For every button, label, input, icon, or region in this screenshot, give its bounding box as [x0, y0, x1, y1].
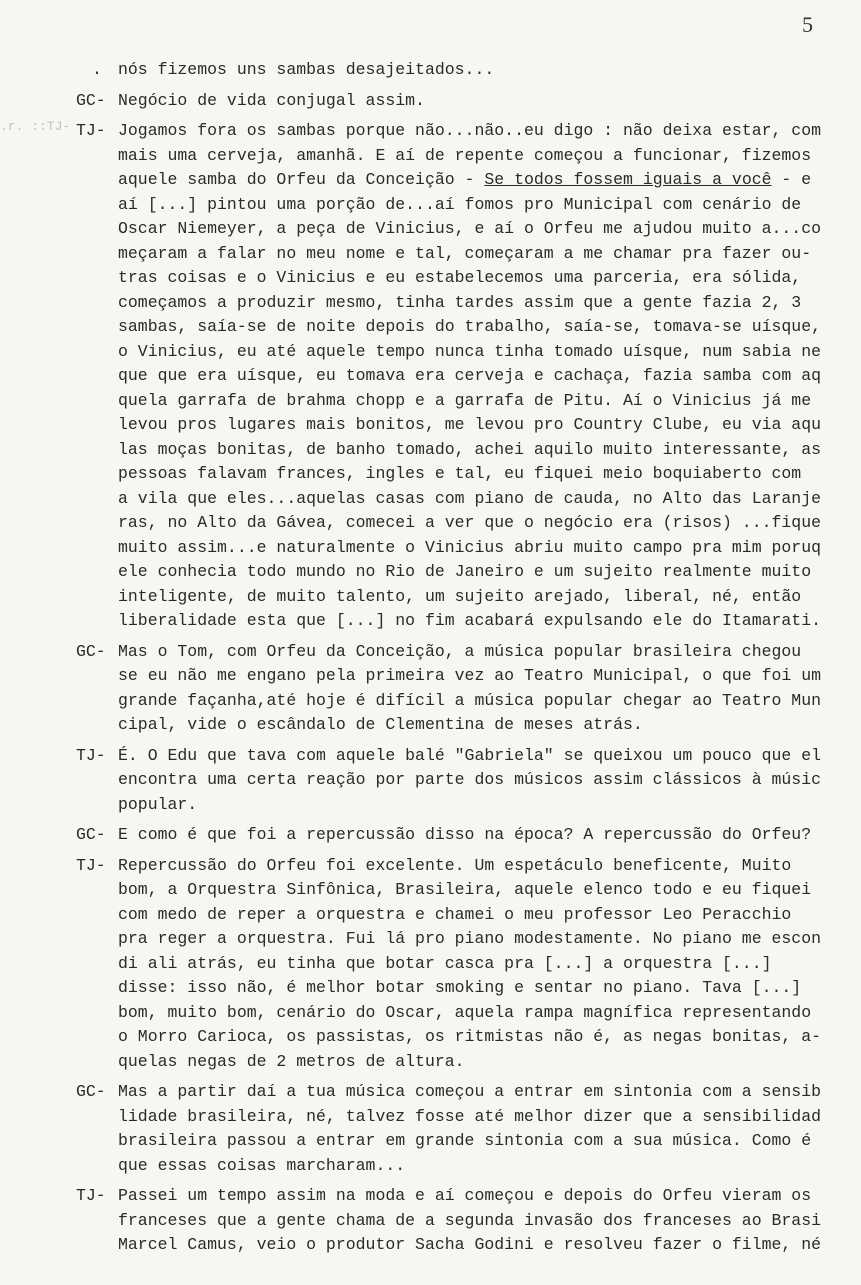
transcript-line: começamos a produzir mesmo, tinha tardes assim que a gente fazia 2, 3	[118, 292, 802, 312]
transcript-line: Marcel Camus, veio o produtor Sacha Godini e resolveu fazer o filme, né	[118, 1235, 822, 1254]
transcript-line: bom, a Orquestra Sinfônica, Brasileira, aquele elenco todo e eu fiquei	[118, 880, 812, 899]
transcript-line: las moças bonitas, de banho tomado, achei aquilo muito interessante, as	[118, 439, 822, 459]
transcript-line	[118, 168, 858, 193]
transcript-line: franceses que a gente chama de a segunda invasão dos franceses ao Brasi	[118, 1210, 822, 1230]
transcript-line: É. O Edu que tava com aquele balé "Gabriela" se queixou um pouco que el	[118, 745, 822, 765]
transcript-line: encontra uma certa reação por parte dos músicos assim clássicos à músic	[118, 770, 822, 789]
transcript-line: cipal, vide o escândalo de Clementina de meses atrás.	[118, 715, 643, 734]
dialogue-block	[0, 1080, 861, 1178]
transcript-body	[0, 58, 861, 1264]
song-title-underlined: Se todos fossem iguais a você	[484, 170, 772, 189]
transcript-line: Mas o Tom, com Orfeu da Conceição, a música popular brasileira chegou	[118, 641, 802, 661]
transcript-line: que essas coisas marcharam...	[118, 1155, 406, 1175]
dialogue-block	[0, 744, 861, 818]
dialogue-block	[0, 89, 861, 114]
transcript-line: brasileira passou a entrar em grande sintonia com a sua música. Como é	[118, 1131, 812, 1150]
transcript-line: que que era uísque, eu tomava era cerveja e cachaça, fazia samba com aq	[118, 366, 822, 385]
line-text: - e	[771, 170, 812, 189]
dialogue-block	[0, 119, 861, 634]
transcript-line: nós fizemos uns sambas desajeitados...	[118, 60, 495, 79]
dialogue-block	[0, 1184, 861, 1258]
dialogue-block	[0, 823, 861, 848]
speaker-label: TJ-	[76, 745, 106, 765]
transcript-line: pra reger a orquestra. Fui lá pro piano modestamente. No piano me escon	[118, 929, 822, 948]
transcript-line: tras coisas e o Vinicius e eu estabelecemos uma parceria, era sólida,	[118, 268, 802, 287]
speaker-label: .	[92, 60, 102, 79]
dialogue-block	[0, 58, 861, 83]
transcript-line: popular.	[118, 794, 198, 814]
transcript-line: Repercussão do Orfeu foi excelente. Um espetáculo beneficente, Muito	[118, 855, 792, 875]
transcript-line: se eu não me engano pela primeira vez ao Teatro Municipal, o que foi um	[118, 666, 822, 685]
line-text: aquele samba do Orfeu da Conceição -	[118, 170, 485, 189]
dialogue-block	[0, 854, 861, 1075]
speaker-label: TJ-	[76, 855, 106, 875]
transcript-line: ele conhecia todo mundo no Rio de Janeiro e um sujeito realmente muito	[118, 562, 812, 581]
transcript-line: meçaram a falar no meu nome e tal, começaram a me chamar pra fazer ou-	[118, 243, 812, 263]
transcript-line: mais uma cerveja, amanhã. E aí de repente começou a funcionar, fizemos	[118, 145, 812, 165]
transcript-line: quela garrafa de brahma chopp e a garrafa de Pitu. Aí o Vinicius já me	[118, 390, 812, 410]
speaker-label: TJ-	[76, 121, 106, 140]
dialogue-block	[0, 640, 861, 738]
transcript-line: inteligente, de muito talento, um sujeito arejado, liberal, né, então	[118, 586, 802, 606]
speaker-label: GC-	[76, 1082, 106, 1101]
speaker-label: TJ-	[76, 1186, 106, 1205]
transcript-line: com medo de reper a orquestra e chamei o meu professor Leo Peracchio	[118, 904, 792, 924]
speaker-label: GC-	[76, 825, 106, 844]
transcript-line: Mas a partir daí a tua música começou a entrar em sintonia com a sensib	[118, 1082, 822, 1101]
transcript-line: E como é que foi a repercussão disso na época? A repercussão do Orfeu?	[118, 825, 812, 844]
transcript-line: di ali atrás, eu tinha que botar casca pra [...] a orquestra [...]	[118, 953, 772, 973]
transcript-line: o Vinicius, eu até aquele tempo nunca tinha tomado uísque, num sabia ne	[118, 341, 822, 361]
transcript-line: bom, muito bom, cenário do Oscar, aquela rampa magnífica representando	[118, 1002, 812, 1022]
transcript-line: sambas, saía-se de noite depois do trabalho, saía-se, tomava-se uísque,	[118, 317, 822, 336]
transcript-line: o Morro Carioca, os passistas, os ritmistas não é, as negas bonitas, a-	[118, 1027, 822, 1046]
transcript-line: lidade brasileira, né, talvez fosse até melhor dizer que a sensibilidad	[118, 1106, 822, 1126]
transcript-line: Passei um tempo assim na moda e aí começou e depois do Orfeu vieram os	[118, 1186, 812, 1205]
speaker-label: GC-	[76, 641, 106, 661]
transcript-line: ras, no Alto da Gávea, comecei a ver que o negócio era (risos) ...fique	[118, 513, 822, 532]
transcript-line: aí [...] pintou uma porção de...aí fomos pro Municipal com cenário de	[118, 194, 802, 214]
transcript-line: pessoas falavam frances, ingles e tal, eu fiquei meio boquiaberto com	[118, 464, 802, 483]
transcript-line: muito assim...e naturalmente o Vinicius abriu muito campo pra mim poruq	[118, 537, 822, 557]
speaker-label: GC-	[76, 90, 106, 110]
transcript-line: levou pros lugares mais bonitos, me levou pro Country Clube, eu via aqu	[118, 415, 822, 434]
transcript-line: liberalidade esta que [...] no fim acabará expulsando ele do Itamarati.	[118, 611, 822, 630]
page-number: 5	[802, 12, 813, 37]
transcript-line: Oscar Niemeyer, a peça de Vinicius, e aí o Orfeu me ajudou muito a...co	[118, 219, 822, 238]
transcript-line: quelas negas de 2 metros de altura.	[118, 1051, 465, 1071]
margin-mark: .r. ::TJ-	[0, 119, 71, 134]
transcript-line: grande façanha,até hoje é difícil a música popular chegar ao Teatro Mun	[118, 690, 822, 710]
transcript-line: Negócio de vida conjugal assim.	[118, 90, 425, 110]
transcript-line: disse: isso não, é melhor botar smoking e sentar no piano. Tava [...]	[118, 978, 802, 997]
transcript-line: a vila que eles...aquelas casas com piano de cauda, no Alto das Laranje	[118, 488, 822, 508]
transcript-line: Jogamos fora os sambas porque não...não..eu digo : não deixa estar, com	[118, 121, 822, 140]
